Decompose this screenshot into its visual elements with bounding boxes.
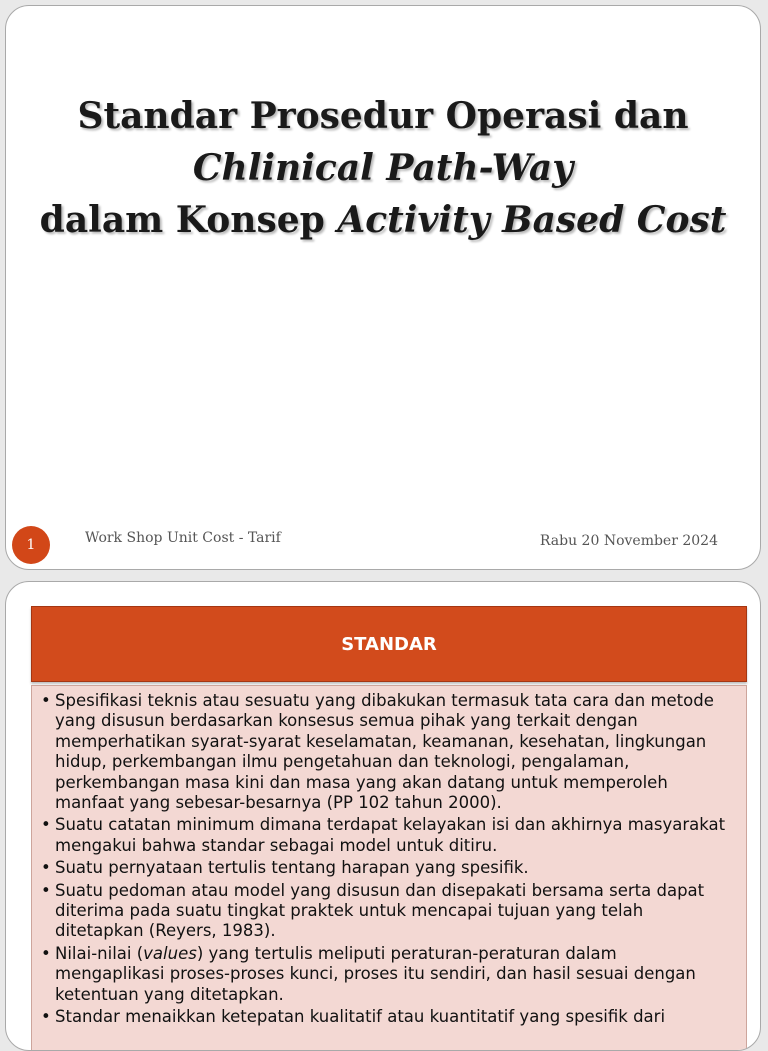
footer-date: Rabu 20 November 2024 xyxy=(539,533,718,549)
bullet-icon: • xyxy=(41,880,51,900)
list-item xyxy=(41,944,728,1005)
list-item xyxy=(41,858,728,878)
bullet-icon: • xyxy=(41,815,51,835)
title-line-2-italic: Chlinical Path-Way xyxy=(192,147,574,189)
standar-body xyxy=(31,685,747,1051)
list-item-text: Spesifikasi teknis atau sesuatu yang dibakukan termasuk tata cara dan metode yang disusun berdasarkan konsesus semua pihak yang terkait dengan memperhatikan syarat-syarat keselamatan, keamanan, kesehatan, lingkungan hidup, perkembangan ilmu pengetahuan dan teknologi, pengalaman, perkembangan masa kini dan masa yang akan datang untuk memperoleh manfaat yang sebesar-besarnya (PP 102 tahun 2000). xyxy=(55,691,714,813)
list-item-text-pre: Nilai-nilai ( xyxy=(55,943,144,963)
title-line-3-italic: Activity Based Cost xyxy=(337,199,727,241)
bullet-icon: • xyxy=(41,1007,51,1027)
slide-2 xyxy=(5,581,761,1051)
standar-list xyxy=(32,686,746,1028)
list-item-text-post: ) yang tertulis meliputi peraturan-peraturan dalam mengaplikasi proses-proses kunci, proses itu sendiri, dan hasil sesuai dengan ketentuan yang ditetapkan. xyxy=(55,943,696,1004)
list-item-text: Suatu pernyataan tertulis tentang harapan yang spesifik. xyxy=(55,858,529,878)
list-item xyxy=(41,1007,728,1027)
title-line-2 xyxy=(6,142,760,194)
footer-left-text: Work Shop Unit Cost - Tarif xyxy=(85,530,281,546)
title-line-3-plain: dalam Konsep xyxy=(39,199,338,241)
bullet-icon: • xyxy=(41,691,51,710)
title-line-3 xyxy=(6,194,760,246)
slide-number-badge: 1 xyxy=(12,526,50,564)
list-item-text: Suatu catatan minimum dimana terdapat kelayakan isi dan akhirnya masyarakat mengakui bahwa standar sebagai model untuk ditiru. xyxy=(55,815,726,855)
slide-1 xyxy=(5,5,761,570)
bullet-icon: • xyxy=(41,943,51,963)
list-item xyxy=(41,881,728,942)
standar-header: STANDAR xyxy=(31,606,747,682)
list-item xyxy=(41,691,728,813)
slide-title xyxy=(6,90,760,246)
list-item-text: Standar menaikkan ketepatan kualitatif atau kuantitatif yang spesifik dari xyxy=(55,1007,666,1027)
title-line-1: Standar Prosedur Operasi dan xyxy=(77,95,689,137)
list-item-text: Suatu pedoman atau model yang disusun dan disepakati bersama serta dapat diterima pada suatu tingkat praktek untuk mencapai tujuan yang telah ditetapkan (Reyers, 1983). xyxy=(55,880,705,941)
list-item-text-italic: values xyxy=(143,943,197,963)
bullet-icon: • xyxy=(41,858,51,878)
list-item xyxy=(41,815,728,856)
